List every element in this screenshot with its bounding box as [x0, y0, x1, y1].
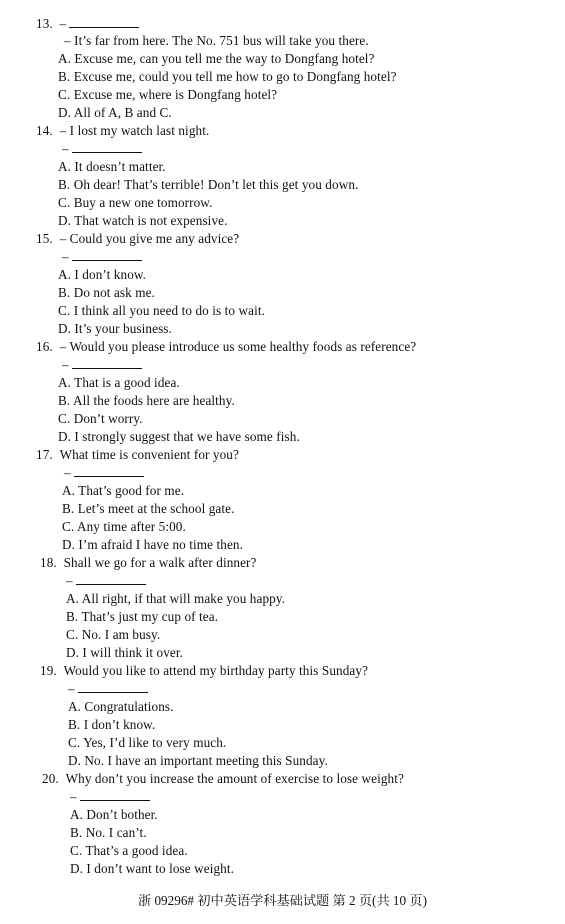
option: A. It doesn’t matter. — [58, 159, 166, 174]
option: A. Congratulations. — [68, 699, 174, 714]
question-number: 20. — [42, 771, 59, 786]
question-number: 14. — [36, 123, 53, 138]
option: D. That watch is not expensive. — [58, 213, 228, 228]
question-18-line-2 — [66, 573, 146, 589]
question-13-line-1 — [36, 16, 139, 32]
answer-blank — [74, 467, 144, 477]
answer-blank — [69, 18, 139, 28]
dash: – — [62, 357, 69, 372]
question-15-line-2 — [62, 249, 142, 265]
question-20-line-2 — [70, 789, 150, 805]
dash: – — [62, 141, 69, 156]
option: A. That is a good idea. — [58, 375, 180, 390]
dash: – — [59, 16, 67, 31]
question-number: 13. — [36, 16, 53, 31]
answer-blank — [78, 683, 148, 693]
dash: – — [66, 573, 73, 588]
question-number: 19. — [40, 663, 57, 678]
question-17-line-2 — [64, 465, 144, 481]
option: B. All the foods here are healthy. — [58, 393, 235, 408]
prompt-text: What time is convenient for you? — [59, 447, 239, 462]
answer-blank — [72, 359, 142, 369]
prompt-text: – Would you please introduce us some healthy foods as reference? — [59, 339, 417, 354]
option: C. Any time after 5:00. — [62, 519, 186, 534]
prompt-text: – Could you give me any advice? — [59, 231, 240, 246]
option: A. Excuse me, can you tell me the way to Dongfang hotel? — [58, 51, 375, 66]
option: D. It’s your business. — [58, 321, 172, 336]
option: C. Buy a new one tomorrow. — [58, 195, 213, 210]
dash: – — [68, 681, 75, 696]
page-footer: 浙 09296# 初中英语学科基础试题 第 2 页(共 10 页) — [137, 893, 428, 908]
prompt-text: Shall we go for a walk after dinner? — [63, 555, 257, 570]
option: B. Let’s meet at the school gate. — [62, 501, 235, 516]
question-number: 17. — [36, 447, 53, 462]
option: B. I don’t know. — [68, 717, 156, 732]
option: C. Excuse me, where is Dongfang hotel? — [58, 87, 278, 102]
option: D. No. I have an important meeting this Sunday. — [68, 753, 328, 768]
question-15-line-1 — [36, 231, 239, 247]
option: C. I think all you need to do is to wait. — [58, 303, 266, 318]
question-18-line-1 — [40, 555, 257, 571]
question-14-line-2 — [62, 141, 142, 157]
answer-blank — [76, 575, 146, 585]
option: C. Don’t worry. — [58, 411, 143, 426]
dash: – — [64, 465, 71, 480]
question-13-line-2 — [64, 33, 369, 49]
option: B. Excuse me, could you tell me how to go to Dongfang hotel? — [58, 69, 397, 84]
prompt-text: Why don’t you increase the amount of exercise to lose weight? — [65, 771, 404, 786]
option: A. All right, if that will make you happy. — [66, 591, 286, 606]
question-17-line-1 — [36, 447, 239, 463]
answer-blank — [72, 251, 142, 261]
option: B. No. I can’t. — [70, 825, 147, 840]
answer-blank — [80, 791, 150, 801]
answer-blank — [72, 143, 142, 153]
option: D. I’m afraid I have no time then. — [62, 537, 243, 552]
prompt-text: Would you like to attend my birthday party this Sunday? — [63, 663, 369, 678]
option: D. All of A, B and C. — [58, 105, 172, 120]
option: D. I will think it over. — [66, 645, 184, 660]
question-20-line-1 — [42, 771, 404, 787]
question-number: 18. — [40, 555, 57, 570]
option: D. I strongly suggest that we have some fish. — [58, 429, 300, 444]
option: C. That’s a good idea. — [70, 843, 188, 858]
question-19-line-1 — [40, 663, 368, 679]
option: A. That’s good for me. — [62, 483, 185, 498]
option: A. Don’t bother. — [70, 807, 158, 822]
question-19-line-2 — [68, 681, 148, 697]
dash: – — [70, 789, 77, 804]
option: B. That’s just my cup of tea. — [66, 609, 219, 624]
question-16-line-1 — [36, 339, 416, 355]
option: B. Oh dear! That’s terrible! Don’t let this get you down. — [58, 177, 359, 192]
question-number: 15. — [36, 231, 53, 246]
question-16-line-2 — [62, 357, 142, 373]
option: B. Do not ask me. — [58, 285, 155, 300]
prompt-text: – I lost my watch last night. — [59, 123, 210, 138]
prompt-text: – It’s far from here. The No. 751 bus will take you there. — [64, 33, 369, 48]
question-14-line-1 — [36, 123, 209, 139]
option: A. I don’t know. — [58, 267, 147, 282]
dash: – — [62, 249, 69, 264]
option: D. I don’t want to lose weight. — [70, 861, 235, 876]
option: C. No. I am busy. — [66, 627, 161, 642]
option: C. Yes, I’d like to very much. — [68, 735, 227, 750]
question-number: 16. — [36, 339, 53, 354]
